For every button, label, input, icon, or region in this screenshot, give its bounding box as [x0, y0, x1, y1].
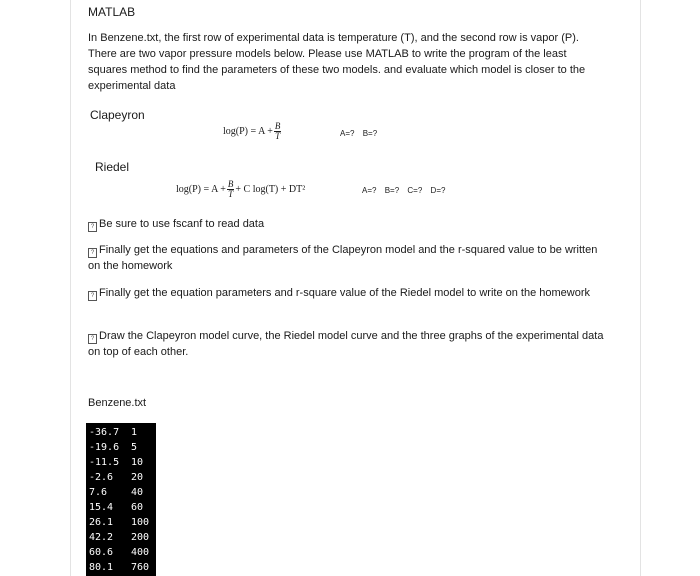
pressure-value: 400: [131, 547, 150, 558]
benzene-data-block: [86, 423, 156, 576]
clapeyron-equation: [223, 122, 282, 141]
riedel-unknown: A=?: [362, 186, 377, 195]
temperature-value: 42.2: [89, 532, 114, 543]
bullet-text: Finally get the equation parameters and r-square value of the Riedel model to write on the homework: [99, 287, 590, 299]
pressure-value: 10: [131, 457, 144, 468]
pressure-value: 760: [131, 562, 150, 573]
placeholder-box-icon: ?: [88, 291, 97, 301]
data-row: [89, 500, 153, 515]
pressure-value: 200: [131, 532, 150, 543]
data-row: [89, 530, 153, 545]
temperature-value: -36.7: [89, 427, 120, 438]
clapeyron-unknowns: [340, 129, 383, 138]
temperature-value: 7.6: [89, 487, 108, 498]
pressure-value: 40: [131, 487, 144, 498]
file-name-label: Benzene.txt: [88, 397, 147, 409]
clapeyron-unknown: A=?: [340, 129, 355, 138]
riedel-heading: Riedel: [95, 160, 130, 174]
data-row: [89, 545, 153, 560]
bullet-item-riedel: [88, 285, 608, 301]
riedel-equation: [176, 180, 305, 199]
bullet-item-fscanf: [88, 216, 608, 232]
pressure-value: 100: [131, 517, 150, 528]
temperature-value: 80.1: [89, 562, 114, 573]
data-row: [89, 470, 153, 485]
bullet-item-plot: [88, 328, 608, 360]
data-row: [89, 455, 153, 470]
riedel-unknown: B=?: [384, 186, 400, 195]
clapeyron-heading: Clapeyron: [90, 108, 145, 122]
bullet-text: Be sure to use fscanf to read data: [99, 218, 265, 230]
clapeyron-eq-denominator: T: [275, 131, 281, 141]
data-row: [89, 515, 153, 530]
clapeyron-eq-lhs: log(P) = A +: [223, 126, 273, 137]
pressure-value: 60: [131, 502, 144, 513]
temperature-value: -11.5: [89, 457, 120, 468]
temperature-value: 15.4: [89, 502, 114, 513]
temperature-value: -19.6: [89, 442, 120, 453]
placeholder-box-icon: ?: [88, 334, 97, 344]
riedel-eq-numerator: B: [227, 179, 234, 189]
riedel-unknowns: [362, 186, 451, 195]
riedel-eq-fraction: [227, 180, 235, 199]
data-row: [89, 560, 153, 575]
pressure-value: 5: [131, 442, 138, 453]
pressure-value: 1: [131, 427, 138, 438]
data-row: [89, 485, 153, 500]
clapeyron-unknown: B=?: [362, 129, 378, 138]
riedel-eq-rhs: + C log(T) + DT²: [235, 184, 306, 195]
intro-paragraph: In Benzene.txt, the first row of experimental data is temperature (T), and the second row is vapor (P). There are two vapor pressure models below. Please use MATLAB to write the program of the least squares method to find the parameters of these two models. and evaluate which model is closer to the experimental data: [88, 32, 586, 92]
bullet-text: Draw the Clapeyron model curve, the Riedel model curve and the three graphs of the experimental data on top of each other.: [88, 330, 604, 358]
clapeyron-eq-fraction: [274, 122, 282, 141]
pressure-value: 20: [131, 472, 144, 483]
document-title: MATLAB: [88, 5, 136, 19]
bullet-item-clapeyron: [88, 242, 608, 274]
temperature-value: -2.6: [89, 472, 114, 483]
page-right-edge: [640, 0, 641, 576]
placeholder-box-icon: ?: [88, 222, 97, 232]
riedel-unknown: C=?: [407, 186, 423, 195]
data-row: [89, 425, 153, 440]
clapeyron-eq-numerator: B: [274, 121, 281, 131]
placeholder-box-icon: ?: [88, 248, 97, 258]
riedel-eq-lhs: log(P) = A +: [176, 184, 226, 195]
page-left-edge: [70, 0, 71, 576]
riedel-eq-denominator: T: [228, 189, 234, 199]
riedel-unknown: D=?: [430, 186, 446, 195]
temperature-value: 26.1: [89, 517, 114, 528]
bullet-text: Finally get the equations and parameters of the Clapeyron model and the r-squared value to be written on the homework: [88, 244, 598, 272]
temperature-value: 60.6: [89, 547, 114, 558]
data-row: [89, 440, 153, 455]
